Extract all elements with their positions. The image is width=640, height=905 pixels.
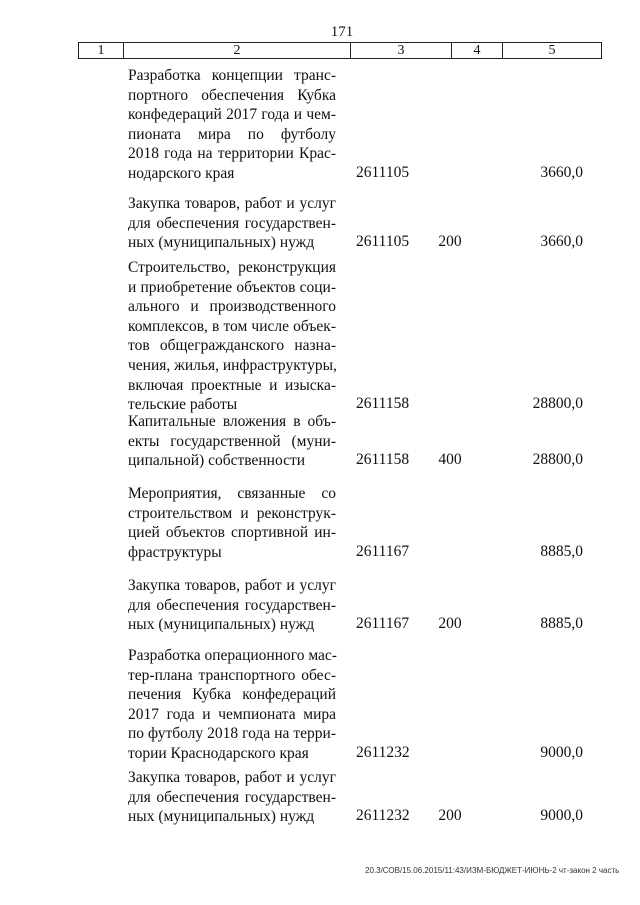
description-line: по футболу 2018 года на терри-	[128, 725, 336, 743]
header-col-1: 1	[79, 43, 124, 58]
description-line: тории Краснодарского края	[128, 744, 309, 762]
description-line: Закупка товаров, работ и услуг	[128, 577, 336, 594]
row-amount: 9000,0	[540, 744, 583, 761]
row-amount: 3660,0	[540, 233, 583, 251]
row-code: 2611167	[356, 542, 410, 560]
description-line: включая проектные и изыска-	[128, 376, 336, 394]
row-amount: 8885,0	[540, 615, 583, 633]
description-line: ципальной) собственности	[128, 452, 306, 470]
row-amount: 3660,0	[540, 164, 583, 181]
row-description	[128, 576, 336, 635]
description-line: и приобретение объектов соци-	[128, 278, 336, 296]
row-code: 2611105	[356, 164, 410, 181]
description-line: для обеспечения государствен-	[128, 596, 336, 614]
row-description	[128, 258, 336, 415]
header-col-5: 5	[548, 43, 556, 58]
description-line: Разработка операционного мас-	[128, 647, 337, 664]
description-line: тер-плана транспортного обес-	[128, 666, 336, 684]
description-line: портного обеспечения Кубка	[128, 86, 336, 104]
description-line: Капитальные вложения в объ-	[128, 413, 336, 430]
row-amount: 8885,0	[540, 542, 583, 560]
description-line: тов общегражданского назна-	[128, 337, 336, 355]
row-description	[128, 412, 336, 471]
description-line: ального и производственного	[128, 298, 336, 316]
row-code: 2611105	[356, 233, 410, 251]
header-col-4: 4	[452, 43, 503, 58]
page-number: 171	[330, 24, 354, 40]
row-code: 2611167	[356, 615, 410, 633]
row-amount: 28800,0	[532, 451, 583, 469]
document-footer: 20.3/СОВ/15.06.2015/11:43/ИЗМ-БЮДЖЕТ-ИЮНЬ-2 чт-закон 2 часть	[365, 866, 620, 875]
row-description	[128, 768, 336, 827]
row-description	[128, 66, 336, 184]
description-line: чения, жилья, инфраструктуры,	[128, 356, 337, 374]
row-description	[128, 646, 336, 764]
header-col-3: 3	[351, 43, 452, 58]
description-line: комплексов, в том числе объек-	[128, 317, 336, 335]
description-line: Закупка товаров, работ и услуг	[128, 195, 336, 212]
description-line: тельские работы	[128, 396, 238, 414]
table-header	[78, 42, 602, 59]
row-type: 200	[438, 233, 462, 251]
description-line: ных (муниципальных) нужд	[128, 234, 315, 252]
description-line: цией объектов спортивной ин-	[128, 524, 336, 542]
row-description	[128, 484, 336, 562]
row-description	[128, 194, 336, 253]
description-line: 2017 года и чемпионата мира	[128, 705, 336, 723]
description-line: конфедераций 2017 года и чем-	[128, 106, 336, 124]
description-line: ных (муниципальных) нужд	[128, 808, 315, 826]
description-line: печения Кубка конфедераций	[128, 686, 336, 704]
row-type: 400	[438, 451, 462, 469]
description-line: Закупка товаров, работ и услуг	[128, 769, 336, 786]
row-type: 200	[438, 807, 462, 825]
description-line: нодарского края	[128, 164, 235, 182]
header-col-2: 2	[124, 43, 351, 58]
row-code: 2611232	[356, 807, 410, 825]
description-line: екты государственной (муни-	[128, 432, 336, 450]
row-code: 2611158	[356, 395, 410, 413]
description-line: для обеспечения государствен-	[128, 214, 336, 232]
description-line: 2018 года на территории Крас-	[128, 145, 336, 163]
row-amount: 9000,0	[540, 807, 583, 825]
description-line: ных (муниципальных) нужд	[128, 616, 315, 634]
description-line: пионата мира по футболу	[128, 125, 336, 143]
description-line: для обеспечения государствен-	[128, 788, 336, 806]
description-line: фраструктуры	[128, 543, 222, 561]
description-line: Разработка концепции транс-	[128, 67, 336, 84]
row-type: 200	[438, 615, 462, 633]
row-code: 2611158	[356, 451, 410, 469]
description-line: Мероприятия, связанные со	[128, 485, 336, 502]
description-line: Строительство, реконструкция	[128, 259, 336, 276]
description-line: строительством и реконструк-	[128, 504, 336, 522]
row-code: 2611232	[356, 744, 410, 761]
row-amount: 28800,0	[532, 395, 583, 413]
